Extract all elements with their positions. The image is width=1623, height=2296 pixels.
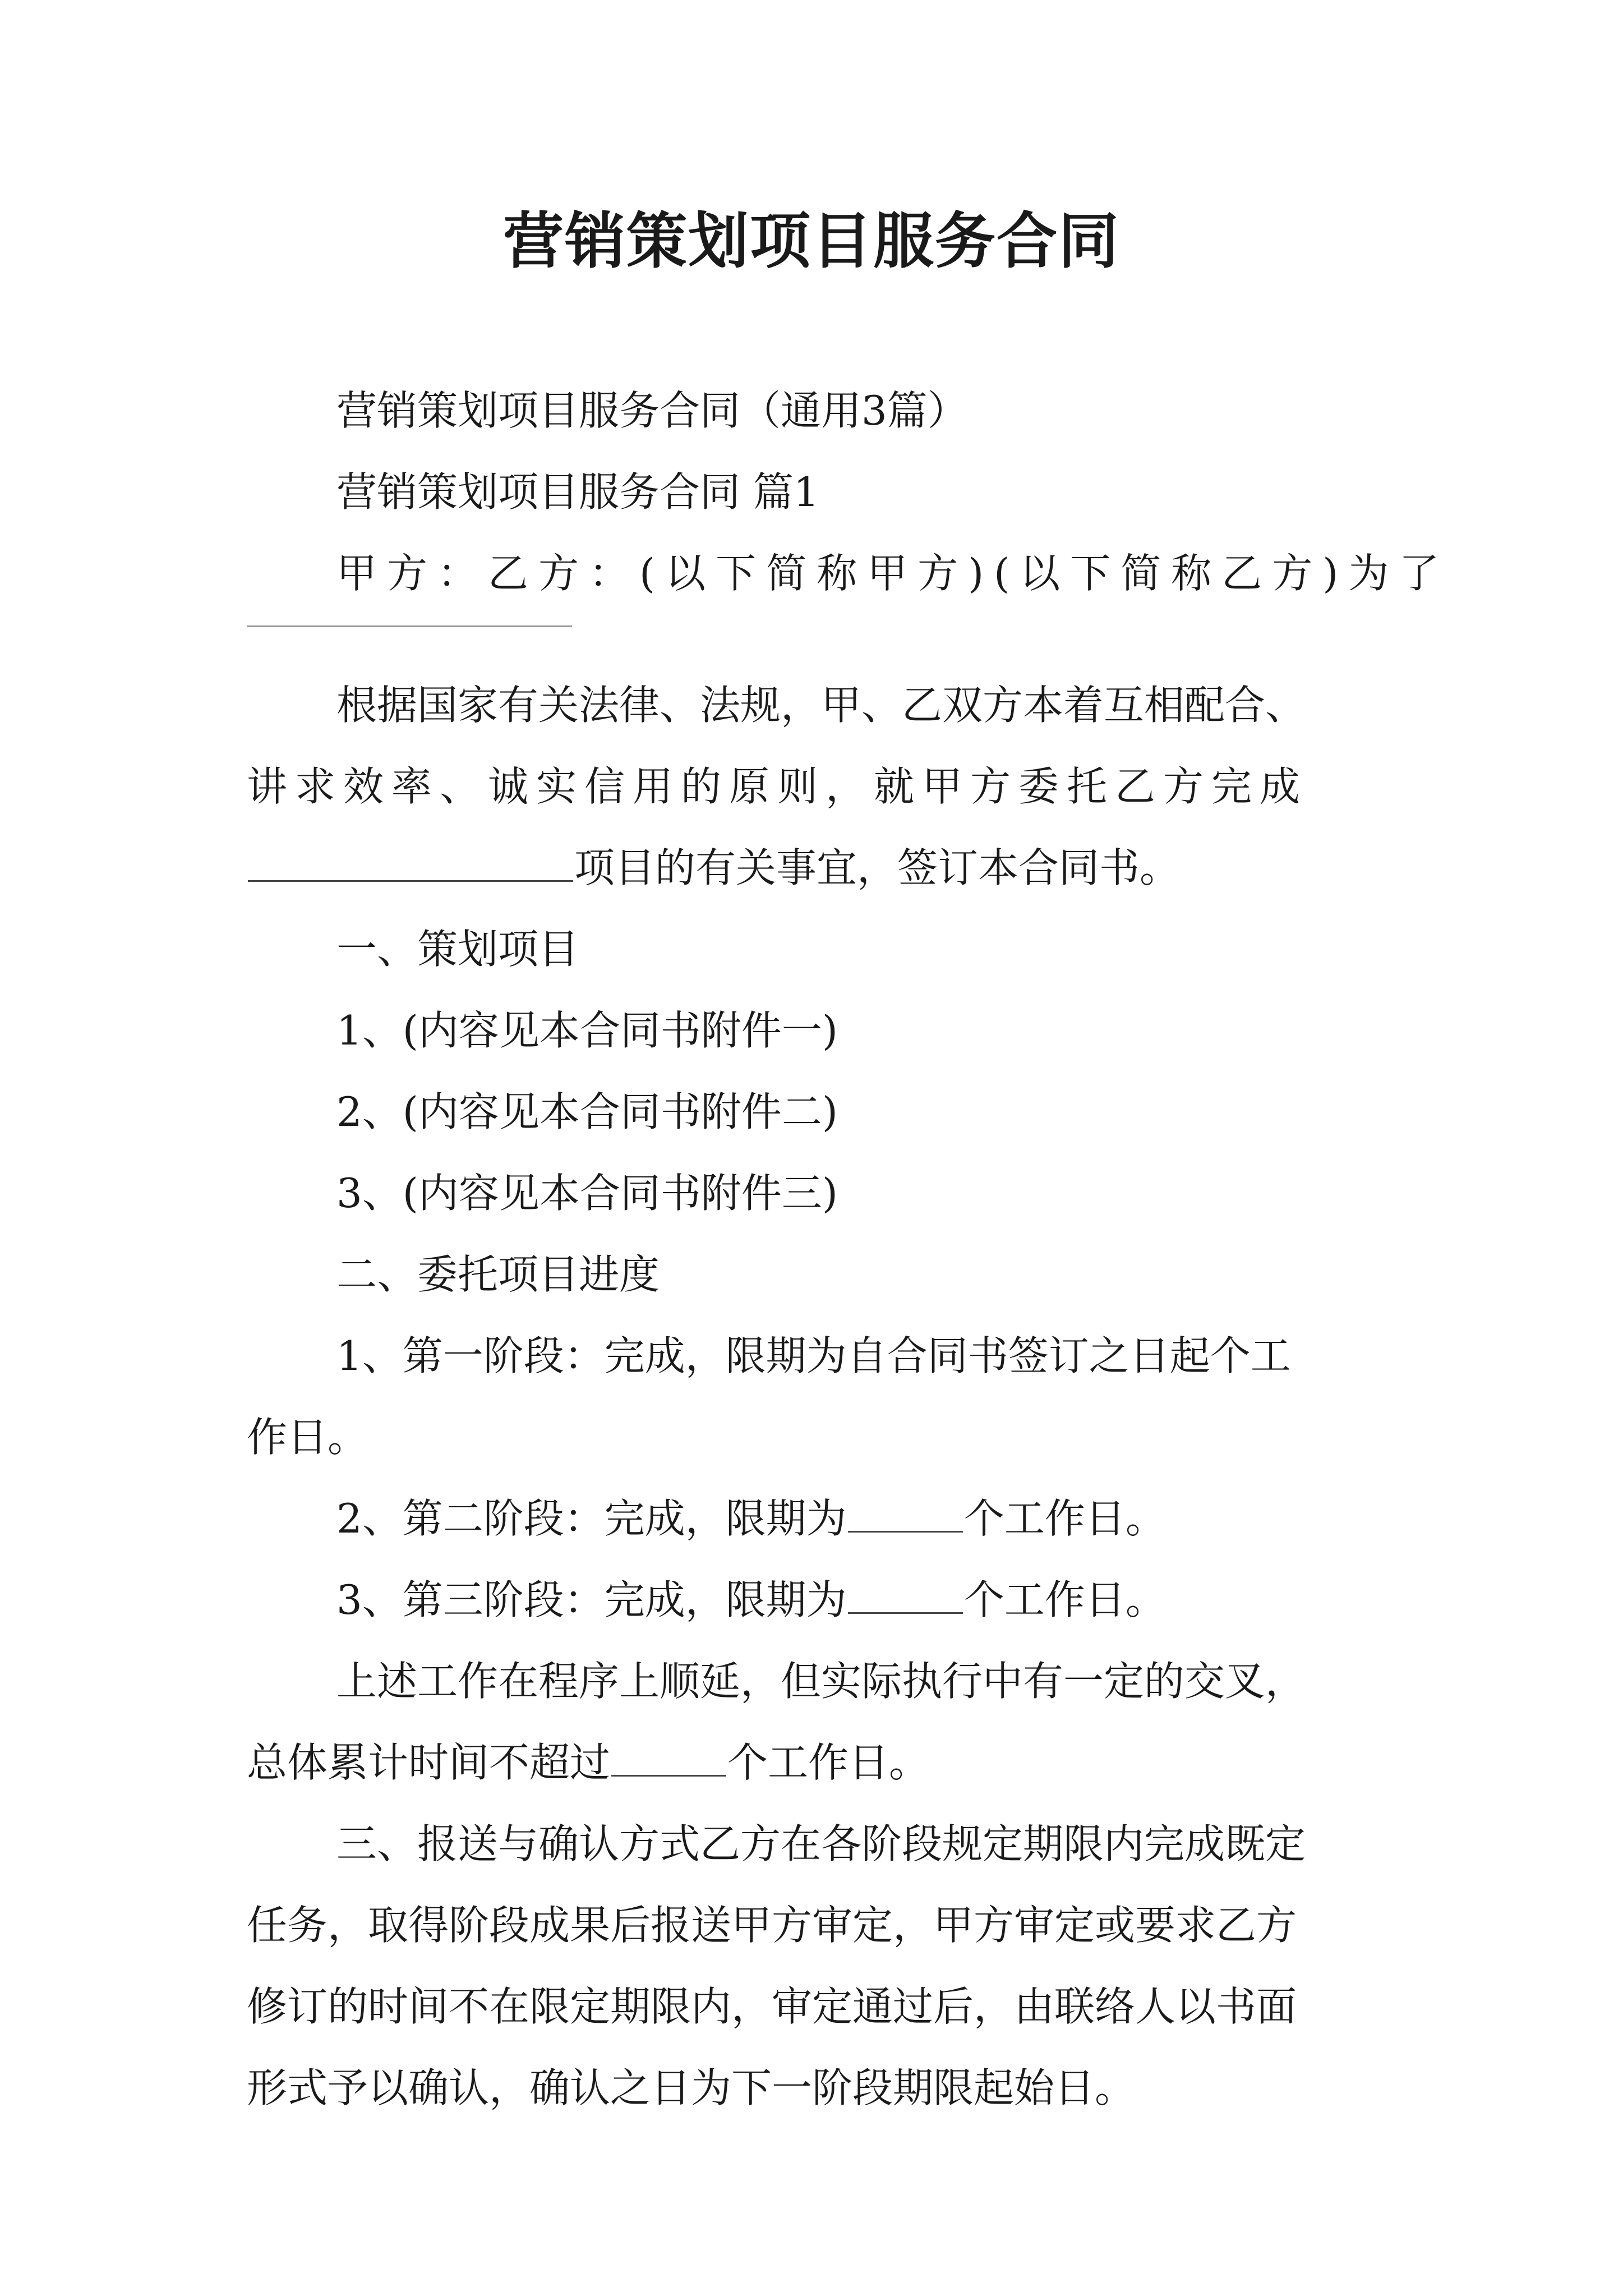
line-text: 项目的有关事宜，签订本合同书。 — [574, 844, 1181, 891]
paragraph-line — [247, 827, 1391, 909]
blank-underline — [248, 841, 573, 882]
line-text: 个工作日。 — [963, 1495, 1166, 1542]
document-body — [247, 370, 1450, 2129]
section-heading: 二、委托项目进度 — [336, 1251, 660, 1298]
blank-underline — [848, 1573, 963, 1614]
section-heading: 三、报送与确认方式乙方在各阶段规定期限内完成既定 — [336, 1820, 1306, 1867]
section-heading: 一、策划项目 — [336, 926, 579, 973]
paragraph-line: 任务，取得阶段成果后报送甲方审定，甲方审定或要求乙方 — [247, 1902, 1297, 1949]
paragraph-line — [247, 1478, 1391, 1559]
line-text: 3、第三阶段：完成，限期为 — [336, 1576, 847, 1623]
list-item: 1、(内容见本合同书附件一) — [336, 1007, 838, 1054]
blank-underline — [848, 1492, 963, 1533]
document-title: 营销策划项目服务合同 — [502, 206, 1120, 277]
blank-underline — [611, 1736, 726, 1777]
blank-underline — [247, 625, 572, 627]
paragraph-line: 作日。 — [247, 1414, 368, 1461]
paragraph-line: 营销策划项目服务合同 篇1 — [336, 468, 819, 516]
line-text: 个工作日。 — [963, 1576, 1166, 1623]
line-text: 总体累计时间不超过 — [247, 1739, 611, 1786]
paragraph-line — [247, 1559, 1391, 1641]
paragraph-line: 1、第一阶段：完成，限期为自合同书签订之日起个工 — [336, 1332, 1291, 1379]
line-text: 个工作日。 — [727, 1739, 930, 1786]
list-item: 2、(内容见本合同书附件二) — [336, 1088, 838, 1135]
paragraph-line — [247, 1722, 1391, 1803]
fill-in-line — [247, 625, 1391, 665]
paragraph-line: 根据国家有关法律、法规，甲、乙双方本着互相配合、 — [336, 682, 1306, 729]
paragraph-line: 上述工作在程序上顺延，但实际执行中有一定的交叉， — [336, 1658, 1306, 1705]
list-item: 3、(内容见本合同书附件三) — [336, 1170, 838, 1217]
paragraph-line: 形式予以确认，确认之日为下一阶段期限起始日。 — [247, 2064, 1136, 2111]
paragraph-line: 营销策划项目服务合同（通用3篇） — [336, 387, 968, 434]
paragraph-line: 甲方：乙方：(以下简称甲方)(以下简称乙方)为了 — [336, 550, 1450, 597]
line-text: 2、第二阶段：完成，限期为 — [336, 1495, 847, 1542]
paragraph-line: 讲求效率、诚实信用的原则，就甲方委托乙方完成 — [247, 763, 1308, 810]
paragraph-line: 修订的时间不在限定期限内，审定通过后，由联络人以书面 — [247, 1983, 1297, 2030]
